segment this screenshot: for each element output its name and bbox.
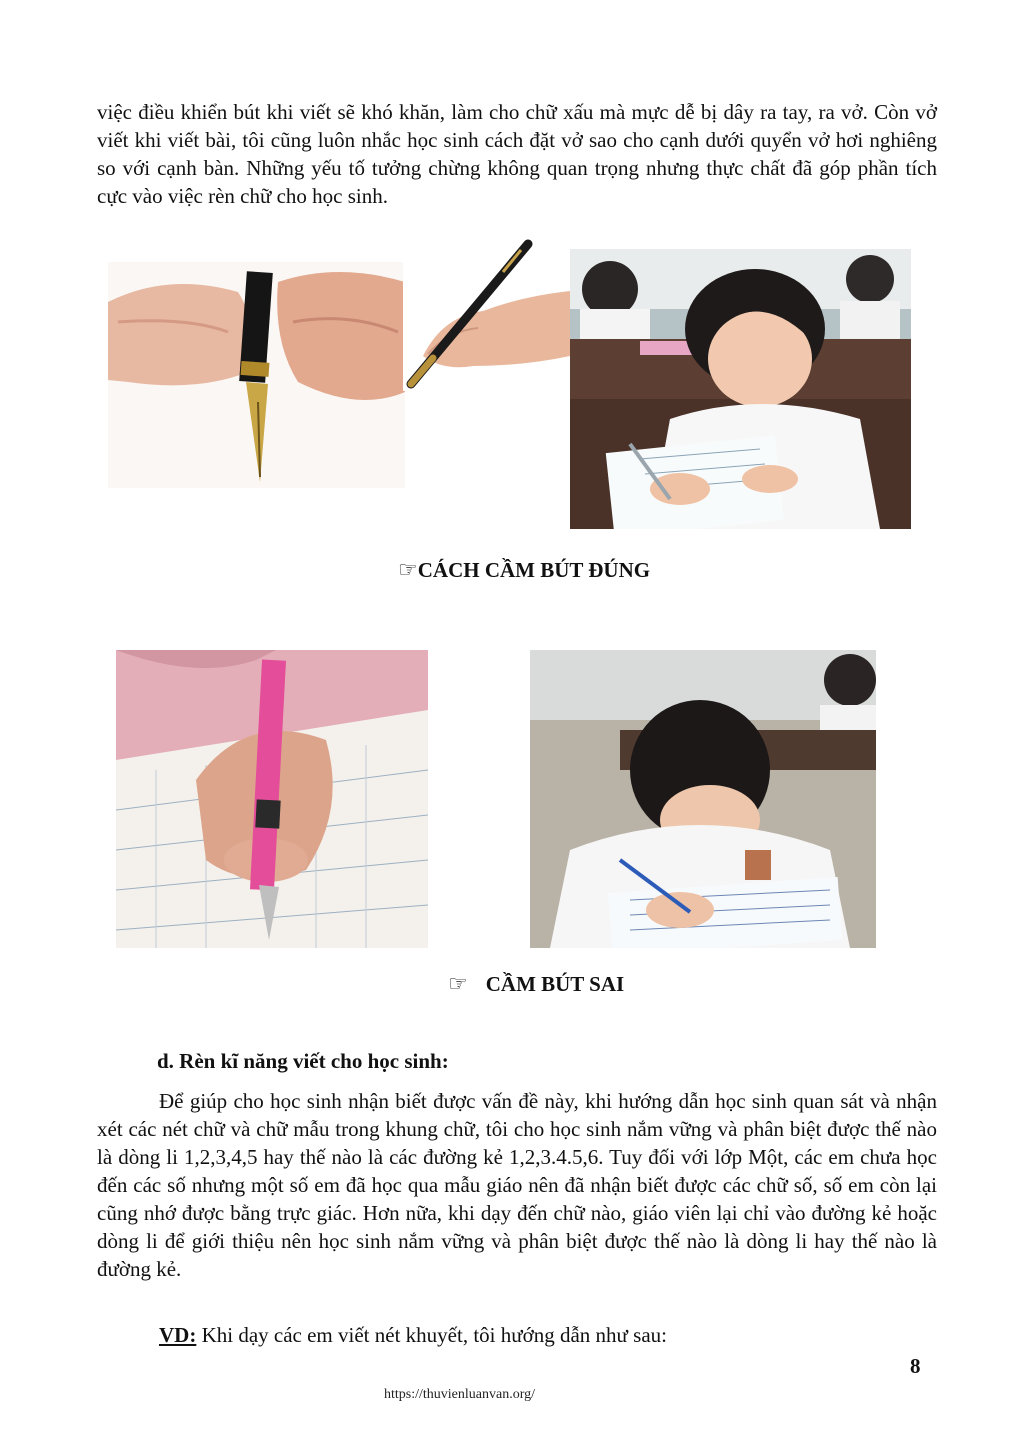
wrong-holding-caption-text: CẦM BÚT SAI	[485, 972, 625, 996]
photo-fingers-holding-pen	[108, 262, 405, 488]
example-label: VD:	[159, 1323, 197, 1347]
footer-url[interactable]: https://thuvienluanvan.org/	[384, 1387, 536, 1402]
body-paragraph: Để giúp cho học sinh nhận biết được vấn đề này, khi hướng dẫn học sinh quan sát và nhận xét các nét chữ và chữ mẫu trong khung chữ, tôi cho học sinh nắm vững và phân biệt được thế nào là dòng li 1,2,3,4,5 hay thế nào là các đường kẻ 1,2,3.4.5,6. Tuy đối với lớp Một, các em chưa học đến các số nhưng một số em đã học qua mẫu giáo nên đã nhận biết được các chữ số, số em còn lại cũng nhớ được bằng trực giác. Hơn nữa, khi dạy đến chữ nào, giáo viên lại chỉ vào đường kẻ hoặc dòng li để giới thiệu nên học sinh nắm vững và phân biệt được thế nào là dòng li hay thế nào là đường kẻ.	[97, 1089, 937, 1281]
pointing-hand-icon: ☞	[398, 557, 418, 582]
photo-student-writing-correctly	[570, 249, 911, 529]
page-number: 8	[910, 1354, 921, 1378]
intro-paragraph: việc điều khiển bút khi viết sẽ khó khăn, làm cho chữ xấu mà mực dễ bị dây ra tay, ra vở. Còn vở viết khi viết bài, tôi cũng luôn nhắc học sinh cách đặt vở sao cho cạnh dưới quyển vở hơi nghiêng so với cạnh bàn. Những yếu tố tưởng chừng không quan trọng nhưng thực chất đã góp phần tích cực vào việc rèn chữ cho học sinh.	[97, 100, 937, 208]
section-heading: d. Rèn kĩ năng viết cho học sinh:	[157, 1049, 449, 1073]
wrong-holding-caption	[448, 970, 624, 998]
example-paragraph	[97, 1321, 937, 1349]
photo-hand-holding-pen	[403, 236, 570, 391]
photo-student-writing-wrong	[530, 650, 876, 948]
example-text: Khi dạy các em viết nét khuyết, tôi hướng dẫn như sau:	[196, 1323, 668, 1347]
correct-holding-caption	[398, 556, 650, 584]
correct-holding-caption-text: CÁCH CẦM BÚT ĐÚNG	[417, 558, 651, 582]
pointing-hand-icon: ☞	[448, 971, 468, 996]
photo-pink-pen-wrong-grip	[116, 650, 428, 948]
